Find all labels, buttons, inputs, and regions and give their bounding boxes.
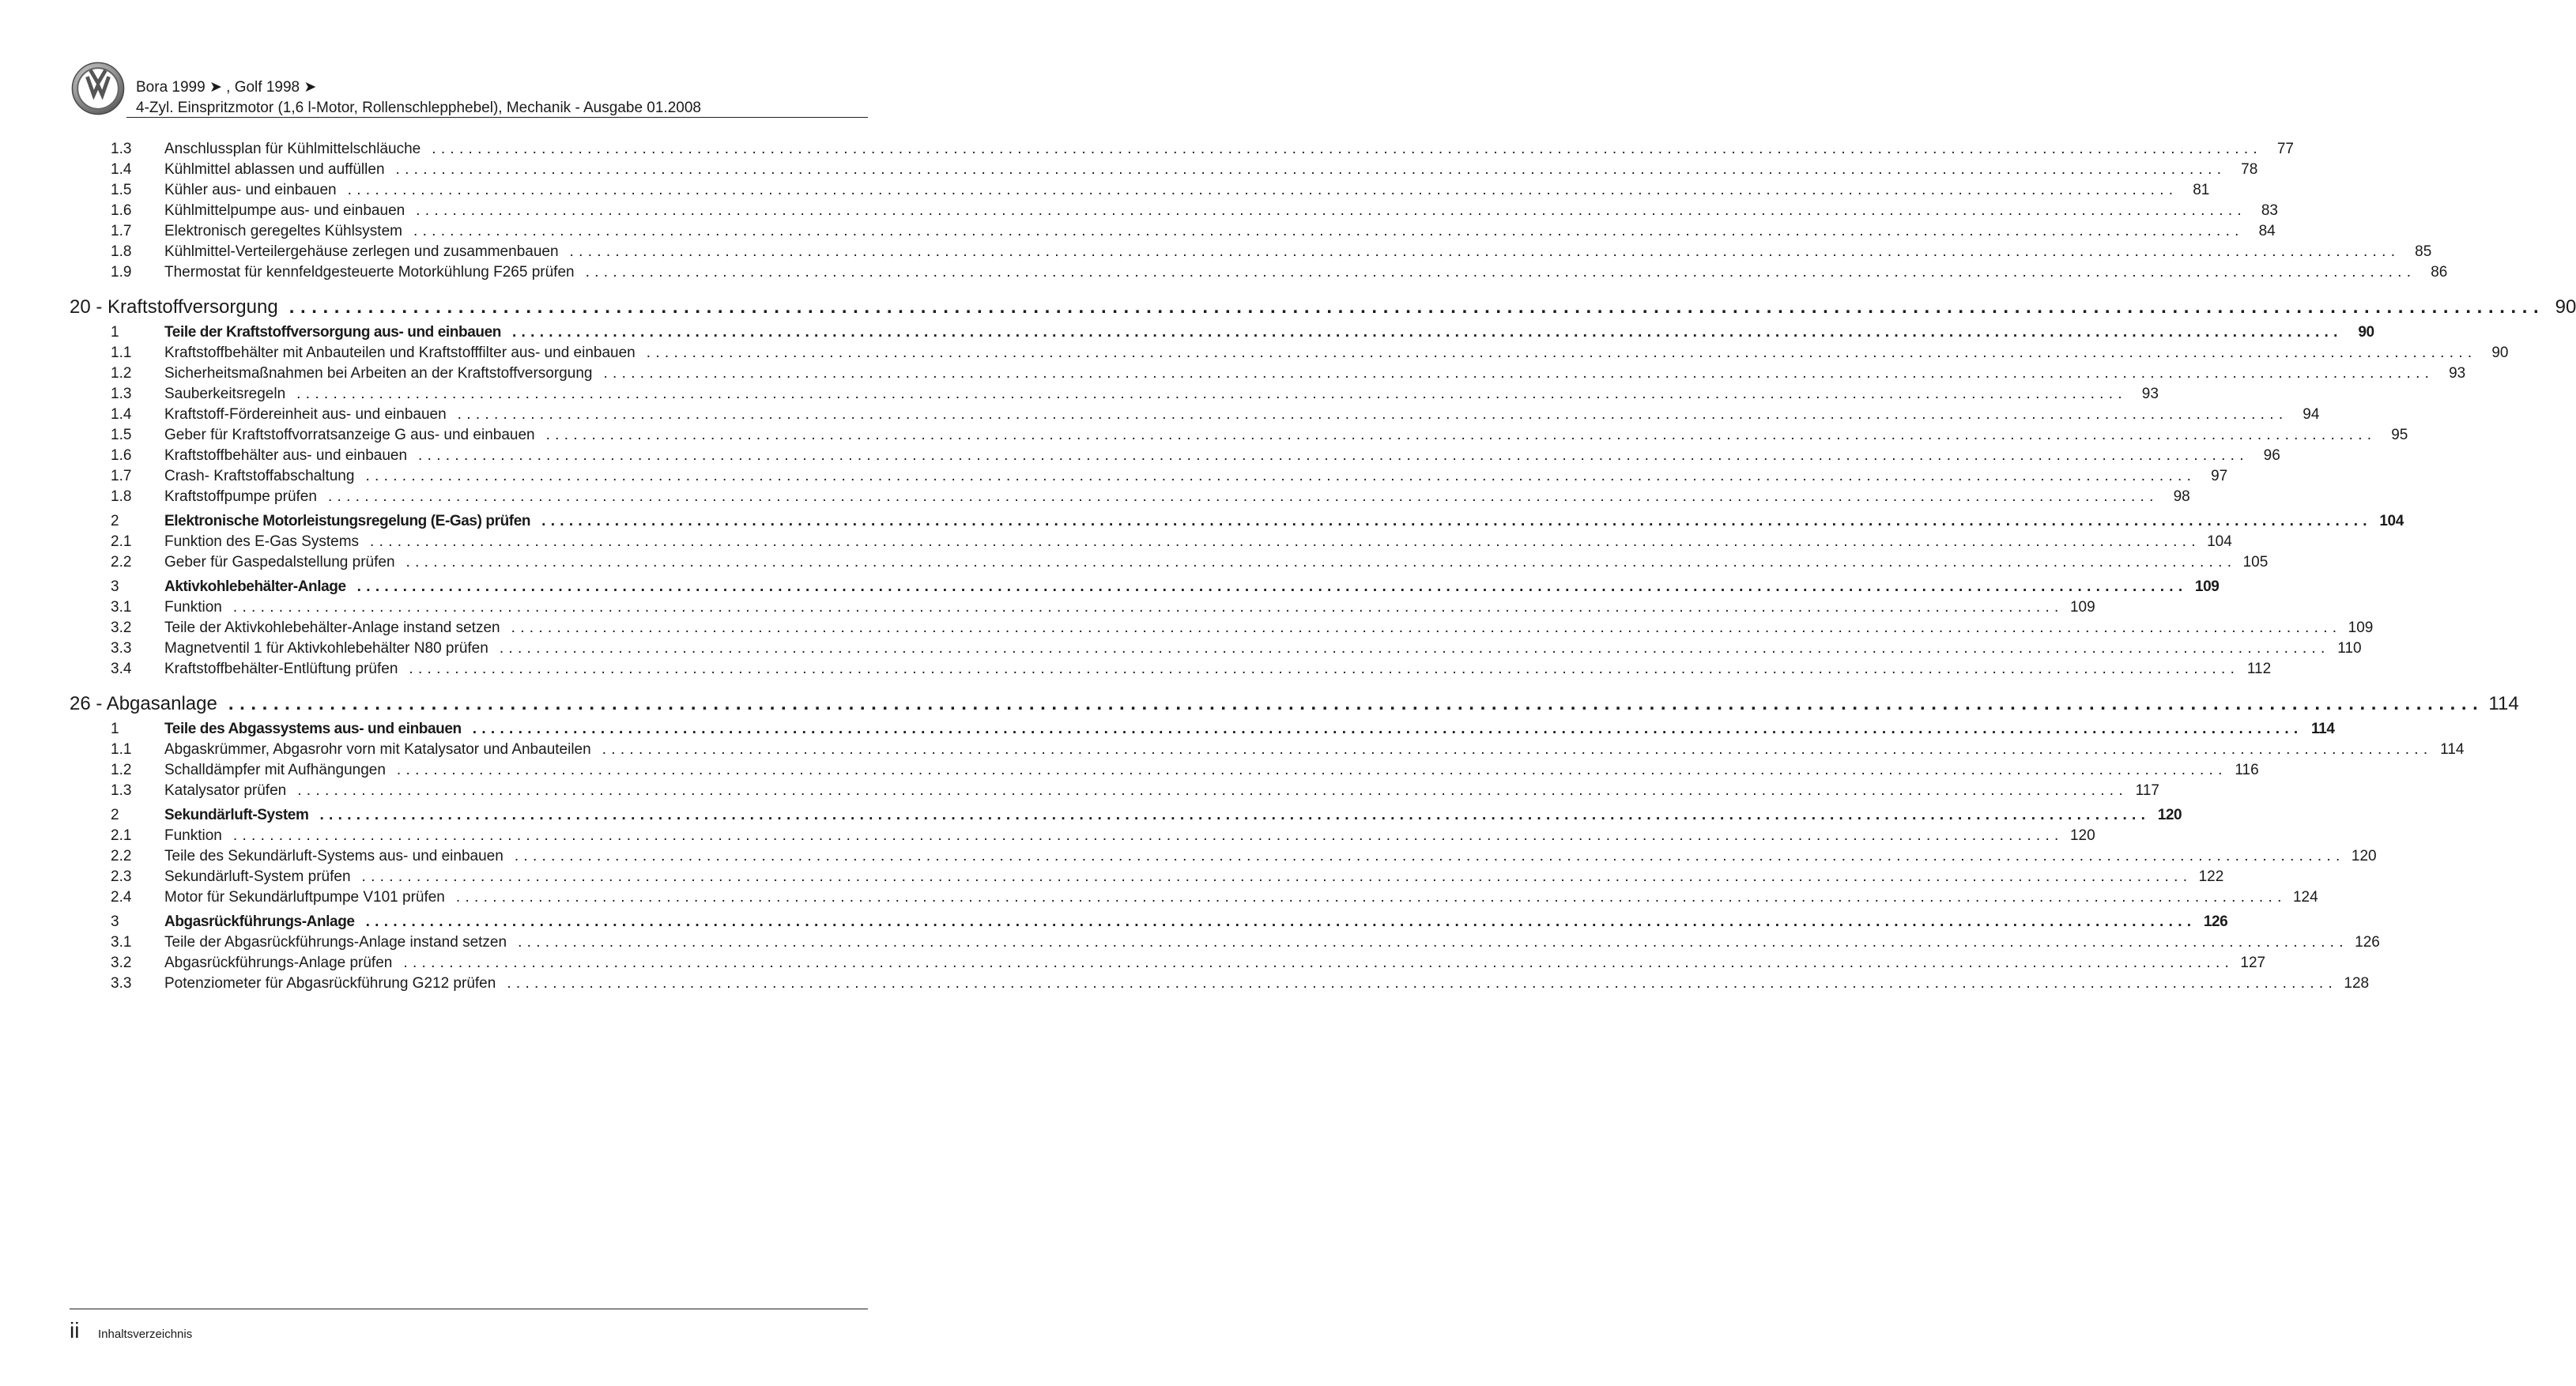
entry-title: Crash- Kraftstoffabschaltung [164, 468, 355, 484]
entry-title: Teile des Sekundärluft-Systems aus- und einbauen [164, 848, 504, 864]
entry-page: 94 [2303, 406, 2320, 423]
leader-dots: ........................................................................................................................................................................................................ [228, 693, 2484, 714]
toc-entry [70, 974, 2370, 994]
leader-dots: ........................................................................................................................................................................................................ [396, 762, 2227, 778]
entry-page: 104 [2379, 513, 2404, 529]
entry-page: 117 [2135, 782, 2159, 799]
entry-page: 90 [2555, 296, 2576, 318]
leader-dots: ........................................................................................................................................................................................................ [347, 182, 2178, 198]
entry-title: Anschlussplan für Kühlmittelschläuche [164, 141, 421, 157]
entry-page: 122 [2198, 868, 2224, 885]
leader-dots: ........................................................................................................................................................................................................ [409, 661, 2240, 677]
leader-dots: ........................................................................................................................................................................................................ [370, 533, 2201, 550]
entry-number: 1.2 [111, 365, 132, 382]
toc-section [70, 912, 2228, 932]
leader-dots: ........................................................................................................................................................................................................ [403, 955, 2235, 971]
toc-section [70, 322, 2374, 343]
entry-title: Kraftstoffbehälter-Entlüftung prüfen [164, 661, 398, 677]
entry-page: 126 [2203, 913, 2228, 930]
toc-section [70, 511, 2404, 532]
leader-dots: ........................................................................................................................................................................................................ [418, 447, 2249, 464]
entry-number: 1.3 [111, 141, 132, 157]
toc-entry [70, 597, 2095, 618]
entry-page: 109 [2194, 578, 2220, 595]
entry-title: Sauberkeitsregeln [164, 386, 286, 402]
entry-page: 105 [2242, 554, 2269, 571]
entry-page: 120 [2157, 807, 2182, 823]
chapter-title: 26 - Abgasanlage [70, 693, 217, 714]
toc-entry [70, 638, 2362, 659]
entry-title: Teile der Abgasrückführungs-Anlage instand setzen [164, 934, 507, 951]
leader-dots: ........................................................................................................................................................................................................ [232, 599, 2064, 616]
toc-chapter [70, 296, 2576, 319]
entry-number: 1.8 [111, 243, 132, 260]
table-of-contents [70, 139, 2576, 994]
entry-page: 120 [2069, 827, 2095, 844]
entry-number: 2.3 [111, 868, 132, 885]
toc-entry [70, 180, 2210, 201]
entry-page: 112 [2246, 661, 2272, 677]
entry-title: Katalysator prüfen [164, 782, 287, 799]
entry-page: 95 [2391, 427, 2408, 443]
toc-entry [70, 221, 2276, 242]
entry-page: 127 [2240, 955, 2266, 971]
entry-number: 1.4 [111, 161, 132, 178]
entry-number: 3.2 [111, 955, 132, 971]
leader-dots: ........................................................................................................................................................................................................ [507, 975, 2338, 992]
leader-dots: ........................................................................................................................................................................................................ [518, 934, 2348, 951]
leader-dots: ........................................................................................................................................................................................................ [602, 741, 2433, 758]
entry-title: Kühlmittelpumpe aus- und einbauen [164, 202, 405, 219]
toc-chapter [70, 692, 2519, 716]
entry-page: 93 [2141, 386, 2159, 402]
leader-dots: ........................................................................................................................................................................................................ [413, 223, 2244, 239]
entry-title: Motor für Sekundärluftpumpe V101 prüfen [164, 889, 445, 906]
entry-title: Funktion [164, 827, 222, 844]
toc-entry [70, 466, 2228, 487]
toc-entry [70, 384, 2159, 405]
leader-dots: ........................................................................................................................................................................................................ [646, 345, 2477, 361]
entry-title: Sicherheitsmaßnahmen bei Arbeiten an der Kraftstoffversorgung [164, 365, 593, 382]
entry-page: 77 [2276, 141, 2294, 157]
entry-page: 110 [2337, 640, 2362, 657]
entry-number: 1.8 [111, 488, 132, 505]
entry-number: 1.3 [111, 782, 132, 799]
entry-title: Teile des Abgassystems aus- und einbauen [164, 721, 462, 737]
toc-entry [70, 760, 2259, 781]
entry-title: Kühler aus- und einbauen [164, 182, 337, 198]
entry-number: 1.7 [111, 223, 132, 239]
entry-title: Elektronisch geregeltes Kühlsystem [164, 223, 402, 239]
leader-dots: ........................................................................................................................................................................................................ [365, 913, 2197, 930]
entry-number: 1.3 [111, 386, 132, 402]
leader-dots: ........................................................................................................................................................................................................ [455, 889, 2287, 906]
entry-title: Sekundärluft-System [164, 807, 309, 823]
entry-page: 114 [2488, 693, 2519, 714]
leader-dots: ........................................................................................................................................................................................................ [356, 578, 2188, 595]
entry-number: 1.7 [111, 468, 132, 484]
leader-dots: ........................................................................................................................................................................................................ [545, 427, 2377, 443]
entry-page: 120 [2351, 848, 2377, 864]
entry-title: Funktion [164, 599, 222, 616]
entry-title: Elektronische Motorleistungsregelung (E-Gas) prüfen [164, 513, 531, 529]
entry-page: 85 [2415, 243, 2432, 260]
toc-entry [70, 242, 2432, 262]
leader-dots: ........................................................................................................................................................................................................ [499, 640, 2330, 657]
entry-number: 3.3 [111, 975, 132, 992]
toc-entry [70, 487, 2190, 507]
entry-number: 3 [111, 913, 119, 930]
toc-entry [70, 532, 2232, 552]
toc-entry [70, 262, 2448, 283]
entry-title: Kühlmittel-Verteilergehäuse zerlegen und zusammenbauen [164, 243, 559, 260]
entry-page: 97 [2211, 468, 2228, 484]
toc-entry [70, 201, 2278, 221]
entry-title: Teile der Aktivkohlebehälter-Anlage instand setzen [164, 620, 500, 636]
entry-number: 2 [111, 513, 119, 529]
entry-number: 2.2 [111, 848, 132, 864]
leader-dots: ........................................................................................................................................................................................................ [603, 365, 2435, 382]
leader-dots: ........................................................................................................................................................................................................ [514, 848, 2345, 864]
leader-dots: ........................................................................................................................................................................................................ [541, 513, 2372, 529]
entry-title: Kraftstoffpumpe prüfen [164, 488, 317, 505]
entry-number: 3.1 [111, 934, 132, 951]
entry-page: 98 [2173, 488, 2190, 505]
entry-title: Funktion des E-Gas Systems [164, 533, 360, 550]
toc-entry [70, 781, 2159, 801]
entry-title: Aktivkohlebehälter-Anlage [164, 578, 346, 595]
entry-page: 114 [2311, 721, 2335, 737]
entry-title: Abgaskrümmer, Abgasrohr vorn mit Katalysator und Anbauteilen [164, 741, 591, 758]
entry-title: Kraftstoffbehälter mit Anbauteilen und Kraftstofffilter aus- und einbauen [164, 345, 636, 361]
entry-page: 114 [2440, 741, 2465, 758]
leader-dots: ........................................................................................................................................................................................................ [232, 827, 2064, 844]
entry-number: 1.6 [111, 202, 132, 219]
entry-number: 3 [111, 578, 119, 595]
entry-page: 116 [2235, 762, 2259, 778]
toc-entry [70, 139, 2294, 160]
leader-dots: ........................................................................................................................................................................................................ [569, 243, 2401, 260]
entry-page: 90 [2491, 345, 2509, 361]
leader-dots: ........................................................................................................................................................................................................ [416, 202, 2246, 219]
leader-dots: ........................................................................................................................................................................................................ [319, 807, 2151, 823]
leader-dots: ........................................................................................................................................................................................................ [457, 406, 2288, 423]
entry-title: Kühlmittel ablassen und auffüllen [164, 161, 385, 178]
entry-number: 1.6 [111, 447, 132, 464]
toc-entry [70, 887, 2318, 908]
leader-dots: ........................................................................................................................................................................................................ [327, 488, 2159, 505]
entry-title: Geber für Gaspedalstellung prüfen [164, 554, 395, 571]
toc-entry [70, 953, 2266, 974]
footer-label: Inhaltsverzeichnis [98, 1328, 193, 1341]
entry-number: 3.4 [111, 661, 132, 677]
leader-dots: ........................................................................................................................................................................................................ [511, 324, 2343, 341]
entry-number: 1.9 [111, 264, 132, 281]
leader-dots: ........................................................................................................................................................................................................ [289, 296, 2545, 318]
header-divider [126, 117, 868, 118]
entry-title: Sekundärluft-System prüfen [164, 868, 351, 885]
entry-page: 126 [2355, 934, 2380, 951]
toc-entry [70, 867, 2224, 887]
toc-section [70, 577, 2220, 597]
leader-dots: ........................................................................................................................................................................................................ [395, 161, 2227, 178]
entry-number: 1.2 [111, 762, 132, 778]
entry-title: Abgasrückführungs-Anlage [164, 913, 355, 930]
toc-entry [70, 659, 2272, 680]
entry-number: 1.1 [111, 741, 132, 758]
chapter-title: 20 - Kraftstoffversorgung [70, 296, 278, 318]
toc-entry [70, 425, 2408, 446]
vw-logo-icon [71, 62, 125, 115]
entry-page: 124 [2292, 889, 2318, 906]
entry-number: 1.5 [111, 182, 132, 198]
entry-page: 93 [2449, 365, 2466, 382]
entry-number: 3.3 [111, 640, 132, 657]
entry-number: 1.1 [111, 345, 132, 361]
entry-number: 2.2 [111, 554, 132, 571]
leader-dots: ........................................................................................................................................................................................................ [297, 782, 2128, 799]
leader-dots: ........................................................................................................................................................................................................ [472, 721, 2303, 737]
entry-page: 78 [2241, 161, 2258, 178]
toc-entry [70, 552, 2269, 573]
leader-dots: ........................................................................................................................................................................................................ [511, 620, 2342, 636]
leader-dots: ........................................................................................................................................................................................................ [432, 141, 2262, 157]
toc-entry [70, 932, 2380, 953]
entry-title: Potenziometer für Abgasrückführung G212 prüfen [164, 975, 496, 992]
toc-entry [70, 446, 2280, 466]
entry-title: Abgasrückführungs-Anlage prüfen [164, 955, 393, 971]
entry-page: 96 [2263, 447, 2280, 464]
entry-number: 1.5 [111, 427, 132, 443]
entry-number: 2.4 [111, 889, 132, 906]
toc-entry [70, 826, 2095, 846]
toc-entry [70, 740, 2465, 760]
entry-title: Schalldämpfer mit Aufhängungen [164, 762, 386, 778]
entry-page: 84 [2258, 223, 2276, 239]
toc-entry [70, 343, 2509, 363]
document-title: Bora 1999 ➤ , Golf 1998 ➤ [136, 79, 317, 96]
entry-number: 2.1 [111, 827, 132, 844]
entry-page: 86 [2431, 264, 2448, 281]
entry-page: 109 [2069, 599, 2095, 616]
toc-entry [70, 846, 2377, 867]
entry-number: 2 [111, 807, 119, 823]
entry-number: 1 [111, 324, 119, 341]
entry-number: 3.2 [111, 620, 132, 636]
entry-title: Teile der Kraftstoffversorgung aus- und einbauen [164, 324, 501, 341]
entry-number: 2.1 [111, 533, 132, 550]
entry-title: Kraftstoffbehälter aus- und einbauen [164, 447, 408, 464]
entry-page: 109 [2348, 620, 2374, 636]
entry-page: 83 [2261, 202, 2278, 219]
entry-page: 90 [2358, 324, 2374, 341]
entry-page: 81 [2193, 182, 2210, 198]
leader-dots: ........................................................................................................................................................................................................ [296, 386, 2127, 402]
leader-dots: ........................................................................................................................................................................................................ [365, 468, 2197, 484]
entry-number: 1 [111, 721, 119, 737]
entry-title: Kraftstoff-Fördereinheit aus- und einbauen [164, 406, 447, 423]
toc-entry [70, 363, 2466, 384]
toc-entry [70, 160, 2258, 180]
entry-number: 1.4 [111, 406, 132, 423]
entry-title: Magnetventil 1 für Aktivkohlebehälter N80 prüfen [164, 640, 488, 657]
toc-section [70, 805, 2182, 826]
leader-dots: ........................................................................................................................................................................................................ [405, 554, 2237, 571]
toc-entry [70, 618, 2374, 638]
entry-number: 3.1 [111, 599, 132, 616]
leader-dots: ........................................................................................................................................................................................................ [361, 868, 2193, 885]
toc-entry [70, 405, 2320, 425]
toc-section [70, 719, 2335, 740]
leader-dots: ........................................................................................................................................................................................................ [585, 264, 2416, 281]
document-subtitle: 4-Zyl. Einspritzmotor (1,6 l-Motor, Rollenschlepphebel), Mechanik - Ausgabe 01.2008 [136, 100, 701, 116]
entry-title: Thermostat für kennfeldgesteuerte Motorkühlung F265 prüfen [164, 264, 575, 281]
page-number: ii [70, 1318, 80, 1343]
entry-page: 104 [2207, 533, 2232, 550]
entry-page: 128 [2344, 975, 2370, 992]
entry-title: Geber für Kraftstoffvorratsanzeige G aus- und einbauen [164, 427, 535, 443]
